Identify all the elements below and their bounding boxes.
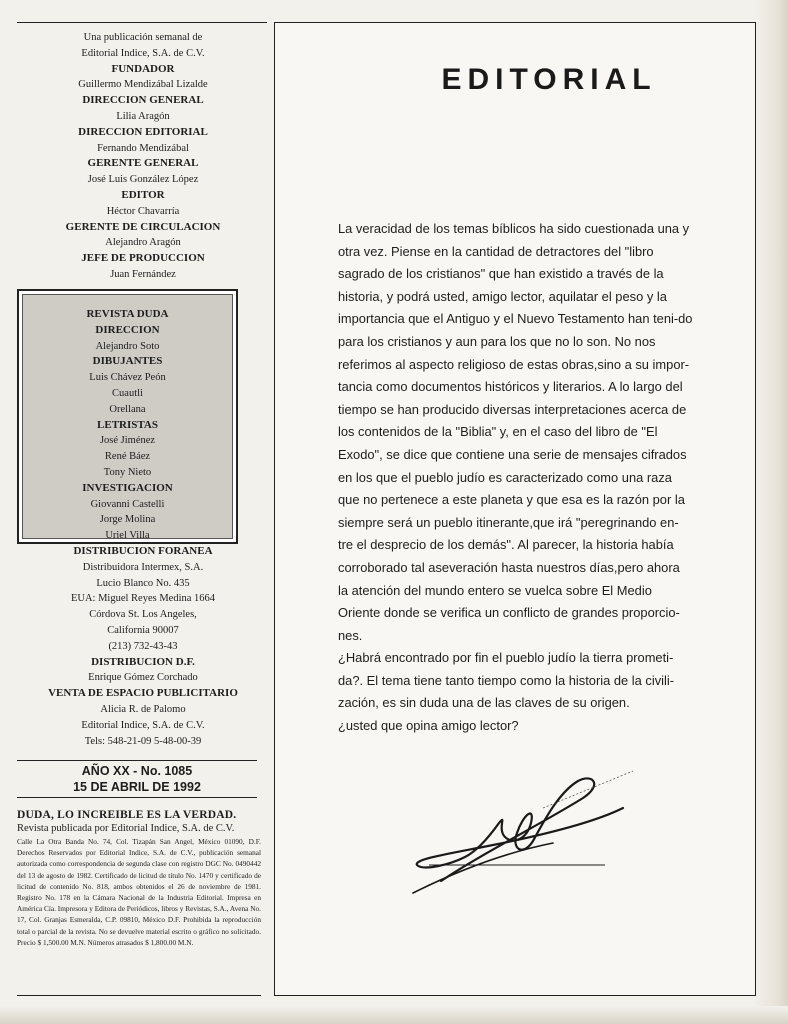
credit-role: EDITOR xyxy=(121,188,165,201)
credit-role: REVISTA DUDA xyxy=(86,308,169,320)
credit-role: JEFE DE PRODUCCION xyxy=(81,252,205,265)
legal-body: Calle La Otra Banda No. 74, Col. Tizapán San Angel, México 01090, D.F. Derechos Reservados por Editorial Indice, S.A. de C.V., publicación semanal autorizada como correspondencia de segunda clase con registro DGC No. 0490442 del 13 de agosto de 1982. Certificado de licitud de título No. 1470 y certificado de licitud de contenido No. 818, ambos obtenidos el 26 de noviembre de 1981. Registro No. 178 en la Cámara Nacional de la Industria Editorial. Impresa en América Cía. Impresora y Editora de Periódicos, libros y Revistas, S.A., Avena No. 17, Col. Granjas Esmeralda, C.P. 09810, México D.F. Prohibida la reproducción total o parcial de la revista. No se devuelve material escrito o gráfico no solicitado. Precio $ 1,500.00 M.N. Números atrasados $ 1,800.00 M.N. xyxy=(17,837,261,947)
legal-title: DUDA, LO INCREIBLE ES LA VERDAD. xyxy=(17,809,237,821)
credit-role: VENTA DE ESPACIO PUBLICITARIO xyxy=(48,687,238,700)
credit-name: Héctor Chavarría xyxy=(106,205,180,217)
editorial-paragraph: La veracidad de los temas bíblicos ha sido cuestionada una y otra vez. Piense en la cantidad de detractores del "libro sagrado de los cristianos" que han existido a través de la historia, y podrá usted, amigo lector, aquilatar el peso y la importancia que el Antiguo y el Nuevo Testamento han teni-do para los cristianos y aun para los que no lo son. No nos referimos al aspecto religioso de estas obras,sino a su impor-tancia como documentos históricos y literarios. A lo largo del tiempo se han producido diversas interpretaciones acerca de los contenidos de la "Biblia" y, en el caso del libro de "El Exodo", se dice que contiene una serie de mensajes cifrados en los que el pueblo judío es caracterizado como una raza que no pertenece a este planeta y que esa es la razón por la siempre será un pueblo itinerante,que irá "peregrinando en-tre el desprecio de los demás". Al parecer, la historia había corroborado tal aseveración hasta nuestros días,pero ahora la atención del mundo entero se vuelca sobre El Medio Oriente donde se verifica un conflicto de grandes proporcio-nes. xyxy=(338,221,693,643)
revista-duda-credits xyxy=(22,294,233,542)
revista-duda-credits-box xyxy=(17,289,238,544)
signature-image xyxy=(393,753,653,913)
issue-date: 15 DE ABRIL DE 1992 xyxy=(73,780,201,794)
page-edge-shadow xyxy=(754,0,788,1024)
credit-name: Orellana xyxy=(109,403,146,415)
masthead-column xyxy=(17,22,269,283)
credit-name: José Jiménez xyxy=(99,435,156,447)
staff-credits xyxy=(17,30,269,283)
credit-name: California 90007 xyxy=(107,624,179,636)
credit-name: Alejandro Soto xyxy=(95,340,160,352)
credit-role: DISTRIBUCION D.F. xyxy=(91,655,195,668)
credit-role: INVESTIGACION xyxy=(82,481,173,494)
credit-name: Guillermo Mendizábal Lizalde xyxy=(78,79,208,91)
credit-name: Cuautli xyxy=(112,387,143,399)
credit-role: LETRISTAS xyxy=(97,418,158,431)
legal-bottom-rule xyxy=(17,995,261,996)
credit-name: Fernando Mendizábal xyxy=(97,142,189,154)
credit-name: Distribuidora Intermex, S.A. xyxy=(82,561,204,573)
credit-role: GERENTE GENERAL xyxy=(87,157,199,170)
credit-name: Luis Chávez Peón xyxy=(89,372,166,384)
credit-role: DIRECCION xyxy=(95,323,160,336)
credit-name: Editorial Indice, S.A. de C.V. xyxy=(81,47,205,59)
credit-name: Uriel Villa xyxy=(105,530,150,542)
page-bottom-edge xyxy=(0,1006,788,1024)
credit-name: Tels: 548-21-09 5-48-00-39 xyxy=(84,735,202,747)
credit-name: Jorge Molina xyxy=(99,514,156,526)
credit-name: Lilia Aragón xyxy=(116,110,170,122)
credit-name: EUA: Miguel Reyes Medina 1664 xyxy=(70,593,216,605)
credit-name: (213) 732-43-43 xyxy=(108,640,178,652)
credit-role: DISTRIBUCION FORANEA xyxy=(73,545,213,557)
legal-subtitle: Revista publicada por Editorial Indice, S.A. de C.V. xyxy=(17,823,235,834)
editorial-frame xyxy=(274,22,756,996)
credit-role: DIRECCION GENERAL xyxy=(82,94,204,107)
issue-number: AÑO XX - No. 1085 xyxy=(81,764,193,778)
credit-name: Una publicación semanal de xyxy=(83,32,203,43)
legal-notice xyxy=(17,808,261,948)
credit-name: Alicia R. de Palomo xyxy=(100,703,186,715)
credit-role: DIBUJANTES xyxy=(92,355,163,368)
credit-name: José Luis González López xyxy=(87,174,199,186)
editorial-paragraph: ¿usted que opina amigo lector? xyxy=(338,718,519,734)
credit-name: Juan Fernández xyxy=(110,268,176,280)
credit-name: Tony Nieto xyxy=(103,466,152,478)
credit-name: René Báez xyxy=(104,451,151,463)
credit-name: Enrique Gómez Corchado xyxy=(88,672,198,684)
credit-name: Alejandro Aragón xyxy=(105,237,181,249)
credit-name: Córdova St. Los Angeles, xyxy=(89,609,197,621)
credit-role: FUNDADOR xyxy=(111,62,175,75)
credit-name: Giovanni Castelli xyxy=(90,498,165,510)
issue-info xyxy=(17,760,257,798)
credit-name: Editorial Indice, S.A. de C.V. xyxy=(81,719,205,731)
editorial-paragraph: ¿Habrá encontrado por fin el pueblo judío la tierra prometi-da?. El tema tiene tanto tiempo como la historia de la civili-zación, es sin duda una de las claves de su origen. xyxy=(338,650,675,711)
credit-role: DIRECCION EDITORIAL xyxy=(78,125,208,138)
credit-role: GERENTE DE CIRCULACION xyxy=(65,220,221,233)
editorial-title: EDITORIAL xyxy=(441,63,657,96)
editorial-body xyxy=(338,218,693,738)
credit-name: Lucio Blanco No. 435 xyxy=(96,577,190,589)
distribution-credits xyxy=(17,544,269,749)
